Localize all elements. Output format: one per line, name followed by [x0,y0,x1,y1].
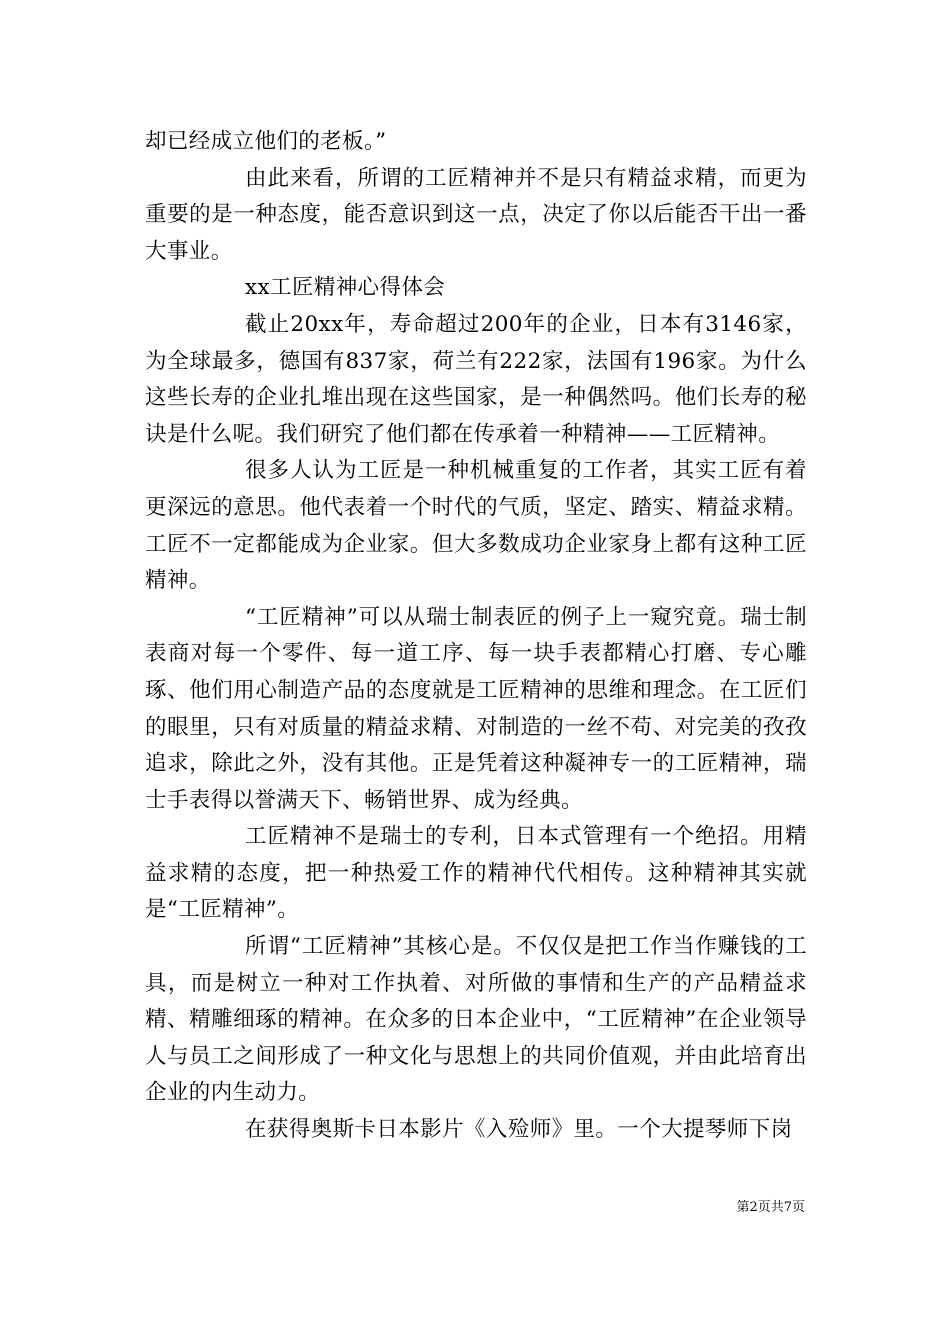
paragraph-2: 由此来看，所谓的工匠精神并不是只有精益求精，而更为重要的是一种态度，能否意识到这一点，决定了你以后能否干出一番大事业。 [145,165,807,264]
paragraph-1: 却已经成立他们的老板。” [145,129,387,154]
page-number: 第2页共7页 [736,1200,805,1215]
paragraph-7: 所谓“工匠精神”其核心是。不仅仅是把工作当作赚钱的工具，而是树立一种对工作执着、对所做的事情和生产的产品精益求精、精雕细琢的精神。在众多的日本企业中，“工匠精神”在企业领导人与员工之间形成了一种文化与思想上的共同价值观，并由此培育出企业的内生动力。 [145,934,807,1106]
document-body [145,124,807,1149]
paragraph-5: “工匠精神”可以从瑞士制表匠的例子上一窥究竟。瑞士制表商对每一个零件、每一道工序、每一块手表都精心打磨、专心雕琢、他们用心制造产品的态度就是工匠精神的思维和理念。在工匠们的眼里，只有对质量的精益求精、对制造的一丝不苟、对完美的孜孜追求，除此之外，没有其他。正是凭着这种凝神专一的工匠精神，瑞士手表得以誉满天下、畅销世界、成为经典。 [145,604,807,813]
section-heading: xx工匠精神心得体会 [245,275,446,301]
paragraph-8: 在获得奥斯卡日本影片《入殓师》里。一个大提琴师下岗 [245,1117,793,1143]
paragraph-3: 截止20xx年，寿命超过200年的企业，日本有3146家，为全球最多，德国有837家，荷兰有222家，法国有196家。为什么这些长寿的企业扎堆出现在这些国家，是一种偶然吗。他们长寿的秘诀是什么呢。我们研究了他们都在传承着一种精神——工匠精神。 [145,311,807,447]
paragraph-6: 工匠精神不是瑞士的专利，日本式管理有一个绝招。用精益求精的态度，把一种热爱工作的精神代代相传。这种精神其实就是“工匠精神”。 [145,824,807,923]
paragraph-4: 很多人认为工匠是一种机械重复的工作者，其实工匠有着更深远的意思。他代表着一个时代的气质，坚定、踏实、精益求精。工匠不一定都能成为企业家。但大多数成功企业家身上都有这种工匠精神。 [145,458,807,594]
